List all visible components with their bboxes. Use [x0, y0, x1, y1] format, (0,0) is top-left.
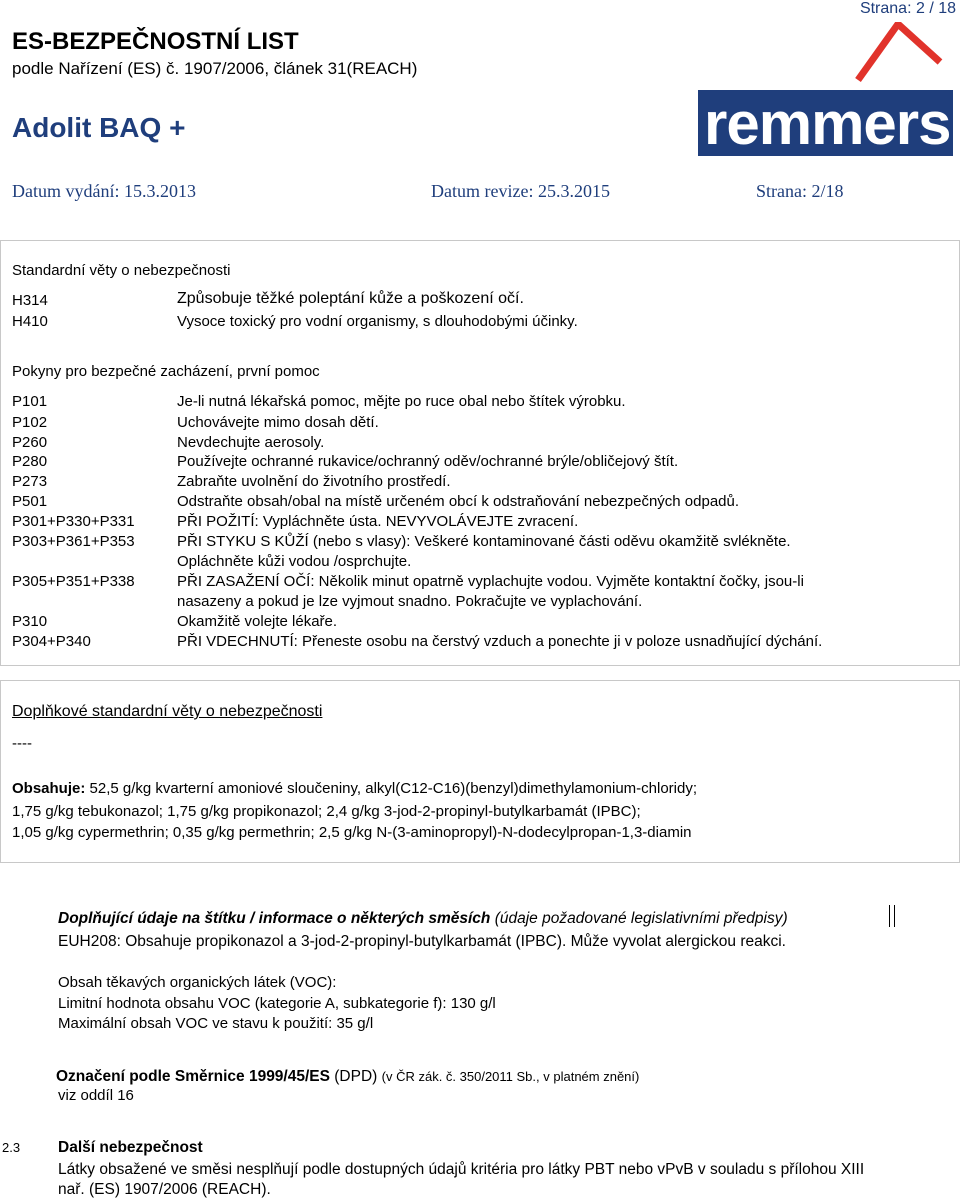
document-title: ES-BEZPEČNOSTNÍ LIST: [12, 28, 299, 55]
remmers-logo: [690, 22, 960, 162]
precaution-code: P301+P330+P331: [12, 513, 135, 530]
section-number: 2.3: [2, 1140, 21, 1155]
precaution-code: P101: [12, 393, 48, 410]
section-text: Látky obsažené ve směsi nesplňují podle dostupných údajů kritéria pro látky PBT nebo vPvB v souladu s přílohou XIII: [58, 1161, 865, 1178]
precaution-code: P280: [12, 453, 48, 470]
precaution-text: Uchovávejte mimo dosah dětí.: [177, 414, 379, 431]
euh208-statement: EUH208: Obsahuje propikonazol a 3-jod-2-propinyl-butylkarbamát (IPBC). Může vyvolat alergickou reakci.: [58, 933, 786, 950]
precaution-code: P102: [12, 414, 48, 431]
revision-date: Datum revize: 25.3.2015: [431, 181, 610, 201]
voc-title: Obsah těkavých organických látek (VOC):: [58, 974, 337, 991]
section-title: Další nebezpečnost: [58, 1139, 203, 1156]
label-info-title-rest: (údaje požadované legislativními předpisy): [490, 910, 788, 927]
contains-line: 1,75 g/kg tebukonazol; 1,75 g/kg propikonazol; 2,4 g/kg 3-jod-2-propinyl-butylkarbamát (IPBC);: [12, 803, 641, 820]
precaution-code: P501: [12, 493, 48, 510]
dpd-title: [56, 1068, 639, 1086]
precaution-text: Zabraňte uvolnění do životního prostředí.: [177, 473, 451, 490]
page-counter: Strana: 2 / 18: [859, 0, 956, 17]
hazard-text: Vysoce toxický pro vodní organismy, s dlouhodobými účinky.: [177, 313, 578, 330]
hazard-text: Způsobuje těžké poleptání kůže a poškození očí.: [177, 290, 524, 307]
precaution-code: P304+P340: [12, 633, 91, 650]
hazard-statements-title: Standardní věty o nebezpečnosti: [12, 262, 231, 279]
label-info-title-bold: Doplňující údaje na štítku / informace o některých směsích: [58, 910, 491, 927]
dpd-title-note: (v ČR zák. č. 350/2011 Sb., v platném znění): [381, 1069, 640, 1084]
precaution-text-continued: Opláchněte kůži vodou /osprchujte.: [177, 553, 412, 570]
contains-label: Obsahuje:: [12, 780, 86, 797]
logo-text: remmers: [704, 90, 951, 157]
precaution-text: PŘI VDECHNUTÍ: Přeneste osobu na čerstvý vzduch a ponechte ji v poloze usnadňující dýchání.: [177, 633, 823, 650]
precaution-text: Je-li nutná lékařská pomoc, mějte po ruce obal nebo štítek výrobku.: [177, 393, 626, 410]
precaution-text: PŘI POŽITÍ: Vypláchněte ústa. NEVYVOLÁVEJTE zvracení.: [177, 513, 579, 530]
supplementary-none: ----: [12, 735, 32, 752]
precaution-text-continued: nasazeny a pokud je lze vyjmout snadno. Pokračujte ve vyplachování.: [177, 593, 643, 610]
page-number: Strana: 2/18: [756, 181, 844, 201]
precaution-code: P310: [12, 613, 48, 630]
label-info-title: [58, 910, 788, 928]
roof-icon: [858, 24, 940, 80]
hazard-code: H314: [12, 292, 48, 309]
regulation-reference: podle Nařízení (ES) č. 1907/2006, článek 31(REACH): [12, 59, 418, 78]
precaution-code: P273: [12, 473, 48, 490]
revision-marker: [889, 905, 895, 927]
precaution-code: P303+P361+P353: [12, 533, 135, 550]
contains-text: 52,5 g/kg kvarterní amoniové sloučeniny, alkyl(C12-C16)(benzyl)dimethylamonium-chloridy;: [85, 780, 698, 797]
supplementary-title: Doplňkové standardní věty o nebezpečnosti: [12, 703, 323, 720]
precaution-text: Používejte ochranné rukavice/ochranný oděv/ochranné brýle/obličejový štít.: [177, 453, 679, 470]
voc-max: Maximální obsah VOC ve stavu k použití: 35 g/l: [58, 1015, 374, 1032]
dpd-reference: viz oddíl 16: [58, 1087, 134, 1104]
contains-line: [12, 780, 697, 797]
contains-line: 1,05 g/kg cypermethrin; 0,35 g/kg permethrin; 2,5 g/kg N-(3-aminopropyl)-N-dodecylpropan-1,3-diamin: [12, 824, 692, 841]
precaution-text: Odstraňte obsah/obal na místě určeném obcí k odstraňování nebezpečných odpadů.: [177, 493, 740, 510]
product-name: Adolit BAQ +: [12, 112, 186, 143]
precaution-text: Okamžitě volejte lékaře.: [177, 613, 338, 630]
dpd-title-bold: Označení podle Směrnice 1999/45/ES: [56, 1068, 330, 1085]
dpd-title-mid: (DPD): [329, 1068, 382, 1085]
issue-date: Datum vydání: 15.3.2013: [12, 181, 196, 201]
precaution-text: Nevdechujte aerosoly.: [177, 434, 325, 451]
precaution-text: PŘI ZASAŽENÍ OČÍ: Několik minut opatrně vyplachujte vodou. Vyjměte kontaktní čočky, jsou-li: [177, 573, 804, 590]
hazard-code: H410: [12, 313, 48, 330]
remmers-logo-graphic: [690, 22, 960, 162]
precaution-code: P305+P351+P338: [12, 573, 135, 590]
precaution-text: PŘI STYKU S KŮŽÍ (nebo s vlasy): Veškeré kontaminované části oděvu okamžitě svlékněte.: [177, 533, 791, 550]
precaution-code: P260: [12, 434, 48, 451]
section-text: nař. (ES) 1907/2006 (REACH).: [58, 1181, 271, 1198]
precautionary-statements-title: Pokyny pro bezpečné zacházení, první pomoc: [12, 363, 320, 380]
voc-limit: Limitní hodnota obsahu VOC (kategorie A, subkategorie f): 130 g/l: [58, 995, 496, 1012]
